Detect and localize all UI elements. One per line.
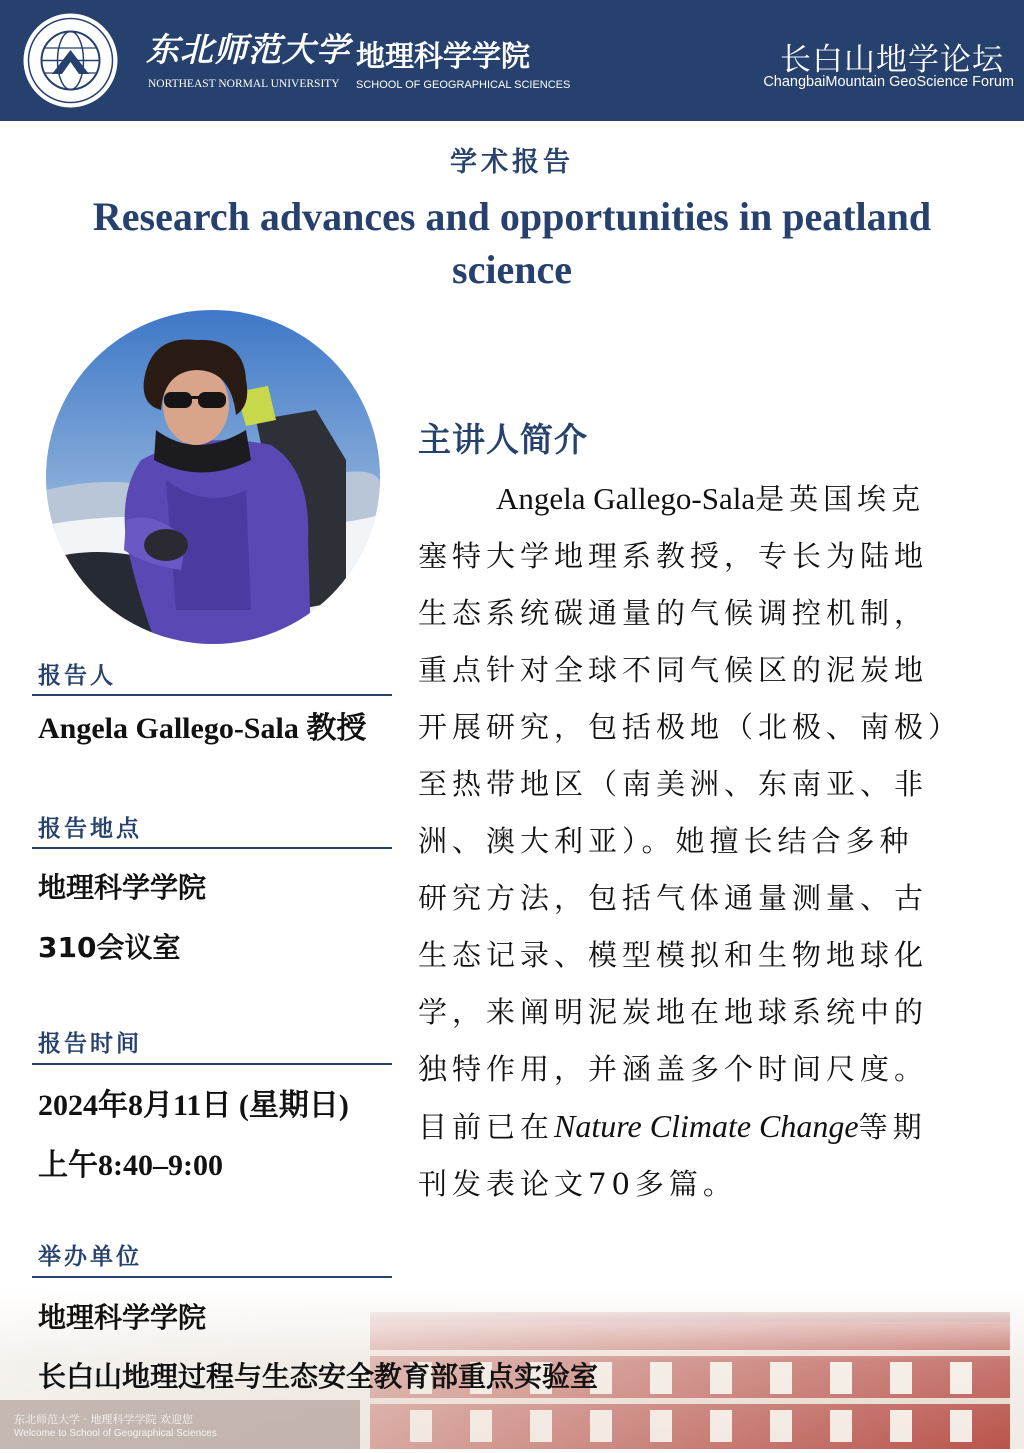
university-name-cn: 东北师范大学 <box>146 30 350 69</box>
bio-line: 塞特大学地理系教授，专长为陆地 <box>418 539 929 573</box>
host-school: 地理科学学院 <box>38 1301 207 1334</box>
bio-journal-name: Nature Climate Change <box>554 1108 859 1144</box>
bio-line: 生态系统碳通量的气候调控机制， <box>418 596 929 630</box>
venue-divider <box>32 847 392 849</box>
bio-line: 学，来阐明泥炭地在地球系统中的 <box>418 995 929 1029</box>
university-seal-icon <box>22 12 119 109</box>
bio-line <box>418 1098 988 1156</box>
speaker-photo <box>46 310 380 644</box>
speaker-label: 报告人 <box>38 663 116 689</box>
talk-date: 2024年8月11日 (星期日) <box>38 1089 349 1122</box>
welcome-text-en: Welcome to School of Geographical Sciences <box>14 1428 217 1439</box>
bio-line: 生态记录、模型模拟和生物地球化 <box>418 938 929 972</box>
host-divider <box>32 1276 392 1278</box>
bio-text: 等期 <box>858 1110 927 1144</box>
venue-building: 地理科学学院 <box>38 871 207 904</box>
time-divider <box>32 1063 392 1065</box>
welcome-text-cn: 东北师范大学 · 地理科学学院 欢迎您 <box>14 1413 193 1426</box>
bio-text: 目前已在 <box>418 1110 555 1144</box>
speaker-divider <box>32 694 392 696</box>
school-name-en: SCHOOL OF GEOGRAPHICAL SCIENCES <box>356 79 571 91</box>
bio-text: 是英国埃克 <box>755 482 926 516</box>
school-name-cn: 地理科学学院 <box>356 39 531 73</box>
bio-line: 研究方法，包括气体通量测量、古 <box>418 881 929 915</box>
time-label: 报告时间 <box>38 1031 142 1057</box>
speaker-name: Angela Gallego-Sala 教授 <box>38 712 367 745</box>
venue-label: 报告地点 <box>38 816 142 842</box>
bio-line: 重点针对全球不同气候区的泥炭地 <box>418 653 929 687</box>
bio-line: 至热带地区（南美洲、东南亚、非 <box>418 767 929 801</box>
bio-line <box>418 470 988 528</box>
bio-line: 刊发表论文70多篇。 <box>418 1167 737 1201</box>
bio-line: 洲、澳大利亚）。她擅长结合多种 <box>418 824 914 858</box>
host-lab: 长白山地理过程与生态安全教育部重点实验室 <box>38 1360 599 1393</box>
talk-title: Research advances and opportunities in peatland science <box>92 194 932 292</box>
venue-room: 310会议室 <box>38 931 181 964</box>
header-banner <box>0 0 1024 121</box>
bio-speaker-name: Angela Gallego-Sala <box>496 481 756 516</box>
talk-hours: 上午8:40–9:00 <box>38 1149 223 1182</box>
university-name-en: NORTHEAST NORMAL UNIVERSITY <box>148 78 340 90</box>
talk-label: 学术报告 <box>450 147 574 178</box>
speaker-bio <box>418 470 988 1213</box>
bio-line: 开展研究，包括极地（北极、南极） <box>418 710 963 744</box>
host-label: 举办单位 <box>38 1244 142 1270</box>
bio-line: 独特作用，并涵盖多个时间尺度。 <box>418 1052 929 1086</box>
forum-name-cn: 长白山地学论坛 <box>780 42 1004 78</box>
forum-name-en: ChangbaiMountain GeoScience Forum <box>763 74 1014 90</box>
bio-heading: 主讲人简介 <box>418 420 588 459</box>
